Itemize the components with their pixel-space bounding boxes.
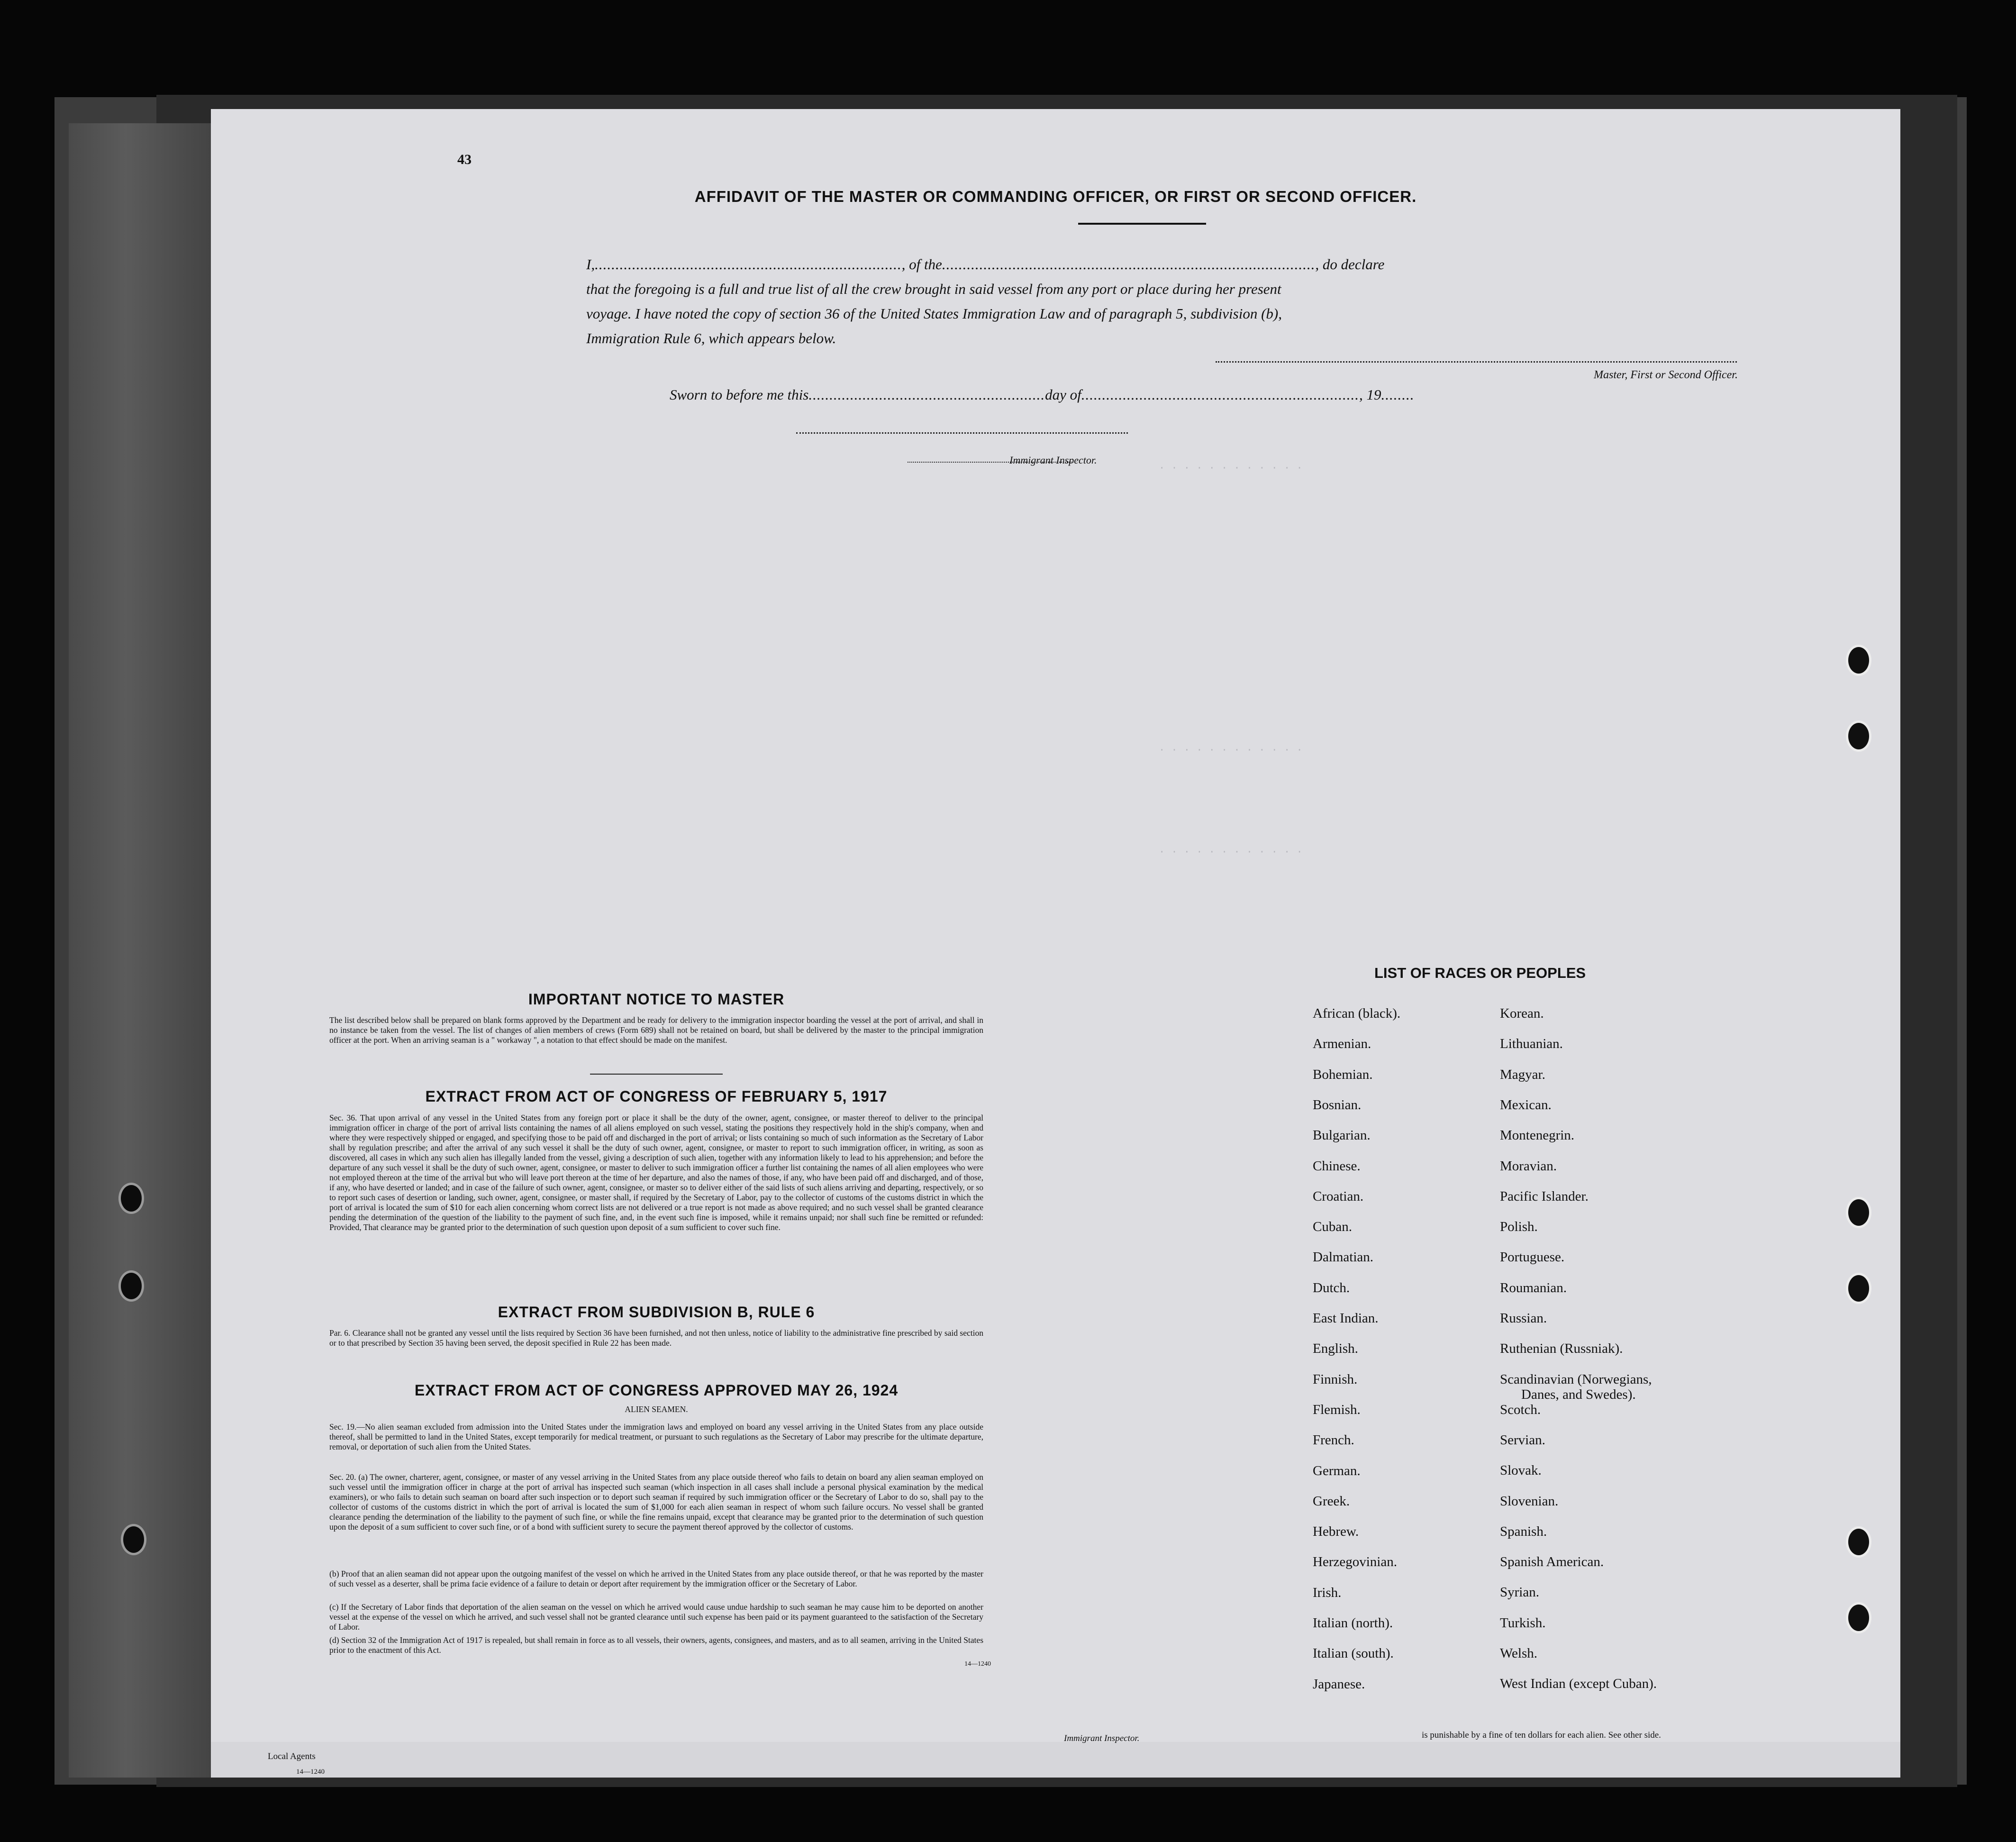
race-item: English. [1313, 1341, 1358, 1357]
bleed-through-text: · · · · · · · · · · · · [1159, 744, 1303, 756]
name-blank: .......................................................................... [595, 256, 902, 273]
binding-hole [118, 1270, 144, 1302]
race-item: Russian. [1500, 1311, 1547, 1326]
signature-line [1216, 361, 1737, 363]
race-item: Ruthenian (Russniak). [1500, 1341, 1623, 1357]
race-item: Montenegrin. [1500, 1128, 1575, 1143]
race-item: Scandinavian (Norwegians, [1500, 1371, 1652, 1387]
extract-1917-heading: EXTRACT FROM ACT OF CONGRESS OF FEBRUARY 5, 1917 [425, 1088, 888, 1105]
binding-hole [1846, 645, 1871, 676]
race-item: Dutch. [1313, 1280, 1350, 1295]
race-item: Roumanian. [1500, 1280, 1567, 1295]
inspector-signature-line [796, 432, 1128, 434]
race-item: Spanish American. [1500, 1554, 1604, 1570]
signature-label: Master, First or Second Officer. [1594, 369, 1738, 381]
race-item: Italian (south). [1313, 1646, 1394, 1661]
binding-hole [121, 1524, 146, 1555]
binding-hole [1846, 1273, 1871, 1304]
extract-1924-sec20a: Sec. 20. (a) The owner, charterer, agent, consignee, or master of any vessel arriving in the United States from any place outside thereof who fails to detain on board any alien seaman employed on such vessel until the immigration officer in charge at the port of arrival has inspected such seaman (which inspection in all cases shall include a personal physical examination by the medical examiners), or who fails to detain such seaman on board after such inspection or to deport such seaman if required by such immigration officer or the Secretary of Labor to do so, shall pay to the collector of customs of the customs district in which the port of arrival is located the sum of $1,000 for each alien seaman in respect of whom such failure occurs. No vessel shall be granted clearance pending the determination of the liability to the payment of such fine, or while the fine remains unpaid, except that clearance may be granted prior to the determination of such question upon the deposit of a sum sufficient to cover such fine, or of a bond with sufficient surety to secure the payment thereof approved by the collector of customs. [329, 1472, 983, 1532]
race-item: Welsh. [1500, 1646, 1538, 1661]
race-item: Scotch. [1500, 1402, 1541, 1417]
extract-1924-subheading: ALIEN SEAMEN. [625, 1404, 688, 1414]
race-item: Irish. [1313, 1585, 1342, 1600]
race-item: Korean. [1500, 1006, 1544, 1021]
binding-hole [1846, 1526, 1871, 1558]
extract-1924-form-number: 14—1240 [964, 1660, 991, 1668]
race-item: Slovenian. [1500, 1493, 1559, 1509]
month-blank: ................................................................... [1081, 386, 1359, 403]
race-item: Flemish. [1313, 1402, 1361, 1417]
race-item: German. [1313, 1463, 1361, 1478]
footer-strip [211, 1742, 1900, 1778]
sworn-text: Sworn to before me this [670, 386, 809, 403]
race-item: Spanish. [1500, 1523, 1547, 1539]
divider [590, 1074, 723, 1075]
races-title: LIST OF RACES OR PEOPLES [1374, 965, 1586, 981]
race-item: Croatian. [1313, 1188, 1364, 1204]
race-item: Hebrew. [1313, 1524, 1359, 1540]
declaration-text [586, 252, 1738, 351]
race-item: French. [1313, 1432, 1354, 1448]
race-item: Magyar. [1500, 1067, 1545, 1082]
extract-1917-text: Sec. 36. That upon arrival of any vessel in the United States from any foreign port or place it shall be the duty of the owner, agent, consignee, or master thereof to deliver to the principal immigration officer in charge of the port of arrival lists containing the names of all aliens employed on such vessel, stating the positions they respectively hold in the ship's company, when and where they were respectively shipped or engaged, and specifying those to be paid off and discharged in the port of arrival; or lists containing so much of such information as the Secretary of Labor shall by regulation prescribe; and after the arrival of any such vessel it shall be the duty of such owner, agent, consignee, or master to report to such immigration officer, in writing, as soon as discovered, all cases in which any such alien has illegally landed from the vessel, giving a description of such alien, together with any information likely to lead to his apprehension; and before the departure of any such vessel it shall be the duty of such owner, agent, consignee, or master to deliver to such immigration officer a further list containing the names of all alien employees who were not employed thereon at the time of the arrival but who will leave port thereon at the time of her departure, and also the names of those, if any, who have been paid off and discharged, and of those, if any, who have deserted or landed; and in case of the failure of such owner, agent, consignee, or master so to deliver either of the said lists of such aliens arriving and departing, respectively, or so to report such cases of desertion or landing, such owner, agent, consignee, or master shall, if required by the Secretary of Labor, pay to the collector of customs of the customs district in which the port of arrival is located the sum of $10 for each alien concerning whom correct lists are not delivered or a true report is not made as above required; and no such vessel shall be granted clearance pending the determination of the question of the liability to the payment of such fine, and, in the event such fine is imposed, while it remains unpaid; nor shall such fine be remitted or refunded: Provided, That clearance may be granted prior to the determination of such question upon deposit of a sum sufficient to cover such fine. [329, 1113, 983, 1232]
race-item: Lithuanian. [1500, 1036, 1563, 1052]
sworn-day-of: day of [1045, 386, 1081, 403]
race-item: Moravian. [1500, 1158, 1557, 1174]
declaration-of-the: , of the [901, 256, 942, 273]
declaration-line-3: voyage. I have noted the copy of section 36 of the United States Immigration Law and of paragraph 5, subdivision (b), [586, 305, 1282, 322]
race-item: Italian (north). [1313, 1615, 1393, 1631]
race-item: Mexican. [1500, 1097, 1552, 1112]
race-item: Turkish. [1500, 1615, 1546, 1631]
binding-hole [1846, 1197, 1871, 1228]
race-item: Japanese. [1313, 1676, 1365, 1692]
race-item: Slovak. [1500, 1463, 1542, 1478]
race-item: Cuban. [1313, 1219, 1352, 1235]
race-item: Armenian. [1313, 1036, 1371, 1052]
extract-1924-heading: EXTRACT FROM ACT OF CONGRESS APPROVED MAY 26, 1924 [414, 1382, 899, 1399]
race-item: Bosnian. [1313, 1097, 1362, 1112]
race-item: Syrian. [1500, 1585, 1539, 1600]
footer-inspector: Immigrant Inspector. [1064, 1733, 1140, 1743]
bleed-through-text: · · · · · · · · · · · · [1159, 462, 1303, 474]
declaration-i: I, [586, 256, 595, 273]
binding-hole [118, 1183, 144, 1214]
race-item: Portuguese. [1500, 1249, 1565, 1265]
extract-rule6-text: Par. 6. Clearance shall not be granted any vessel until the lists required by Section 36 have been furnished, and not then unless, notice of liability to the administrative fine prescribed by said section or to that prescribed by Section 35 having been served, the deposit specified in Rule 22 has been made. [329, 1328, 983, 1348]
declaration-line-2: that the foregoing is a full and true list of all the crew brought in said vessel from any port or place during her present [586, 281, 1281, 297]
race-item: Pacific Islander. [1500, 1188, 1589, 1204]
race-item: Polish. [1500, 1219, 1538, 1235]
day-blank: ......................................................... [808, 386, 1045, 403]
race-item: Bulgarian. [1313, 1128, 1371, 1143]
footer-form-number: 14—1240 [296, 1768, 325, 1776]
race-item: Servian. [1500, 1432, 1545, 1448]
race-item: West Indian (except Cuban). [1500, 1676, 1657, 1692]
race-item: East Indian. [1313, 1311, 1379, 1326]
race-item: Chinese. [1313, 1158, 1361, 1174]
binding-hole [1846, 1602, 1871, 1633]
race-item: African (black). [1313, 1006, 1401, 1021]
inspector-label: Immigrant Inspector. [1009, 454, 1097, 466]
title-rule [1078, 223, 1206, 225]
year-blank: ........ [1381, 386, 1415, 403]
race-item: Danes, and Swedes). [1521, 1386, 1636, 1402]
sworn-line [670, 386, 1414, 403]
extract-rule6-heading: EXTRACT FROM SUBDIVISION B, RULE 6 [498, 1304, 815, 1321]
vessel-blank: .......................................................................................... [942, 256, 1316, 273]
declaration-do-declare: , do declare [1315, 256, 1385, 273]
bleed-through-text: · · · · · · · · · · · · [1159, 846, 1303, 858]
extract-1924-sec20c: (c) If the Secretary of Labor finds that deportation of the alien seaman on the vessel on which he arrived would cause undue hardship to such seaman he may cause him to be deported on another vessel at the expense of the vessel on which he arrived, and such vessel shall not be granted clearance until such expense has been paid or its payment guaranteed to the satisfaction of the Secretary of Labor. [329, 1602, 983, 1632]
binding-hole [1846, 720, 1871, 752]
manifest-page [211, 109, 1900, 1778]
race-item: Greek. [1313, 1493, 1350, 1509]
notice-text: The list described below shall be prepared on blank forms approved by the Department and be ready for delivery to the immigration inspector boarding the vessel at the port of arrival, and shall in no instance be taken from the vessel. The list of changes of alien members of crews (Form 689) shall not be retained on board, but shall be delivered by the master to the principal immigration officer at the port. When an arriving seaman is a " workaway ", a notation to that effect should be made on the manifest. [329, 1015, 983, 1045]
declaration-line-4: Immigration Rule 6, which appears below. [586, 330, 836, 347]
extract-1924-sec20d: (d) Section 32 of the Immigration Act of 1917 is repealed, but shall remain in force as to all vessels, their owners, agents, consignees, and masters, and as to all seamen, arriving in the United States prior to the enactment of this Act. [329, 1635, 983, 1655]
local-agents-label: Local Agents [268, 1751, 316, 1761]
affidavit-title: AFFIDAVIT OF THE MASTER OR COMMANDING OFFICER, OR FIRST OR SECOND OFFICER. [694, 188, 1417, 205]
extract-1924-sec20b: (b) Proof that an alien seaman did not appear upon the outgoing manifest of the vessel on which he arrived in the United States from any place outside thereof, or that he was reported by the master of such vessel as a deserter, shall be prima facie evidence of a failure to detain or deport after requirement by the immigration officer or the Secretary of Labor. [329, 1569, 983, 1588]
extract-1924-sec19: Sec. 19.—No alien seaman excluded from admission into the United States under the immigration laws and employed on board any vessel arriving in the United States from any place outside thereof, shall be permitted to land in the United States, except temporarily for medical treatment, or pursuant to such regulations as the Secretary of Labor may prescribe for the ultimate departure, removal, or deportation of such alien from the United States. [329, 1422, 983, 1451]
corner-number: 43 [457, 152, 472, 167]
notice-heading: IMPORTANT NOTICE TO MASTER [528, 991, 785, 1008]
sworn-year: , 19 [1359, 386, 1381, 403]
race-item: Herzegovinian. [1313, 1554, 1397, 1570]
footer-fine-note: is punishable by a fine of ten dollars for each alien. See other side. [1422, 1730, 1661, 1740]
race-item: Finnish. [1313, 1371, 1358, 1387]
race-item: Dalmatian. [1313, 1249, 1374, 1265]
race-item: Bohemian. [1313, 1067, 1373, 1082]
